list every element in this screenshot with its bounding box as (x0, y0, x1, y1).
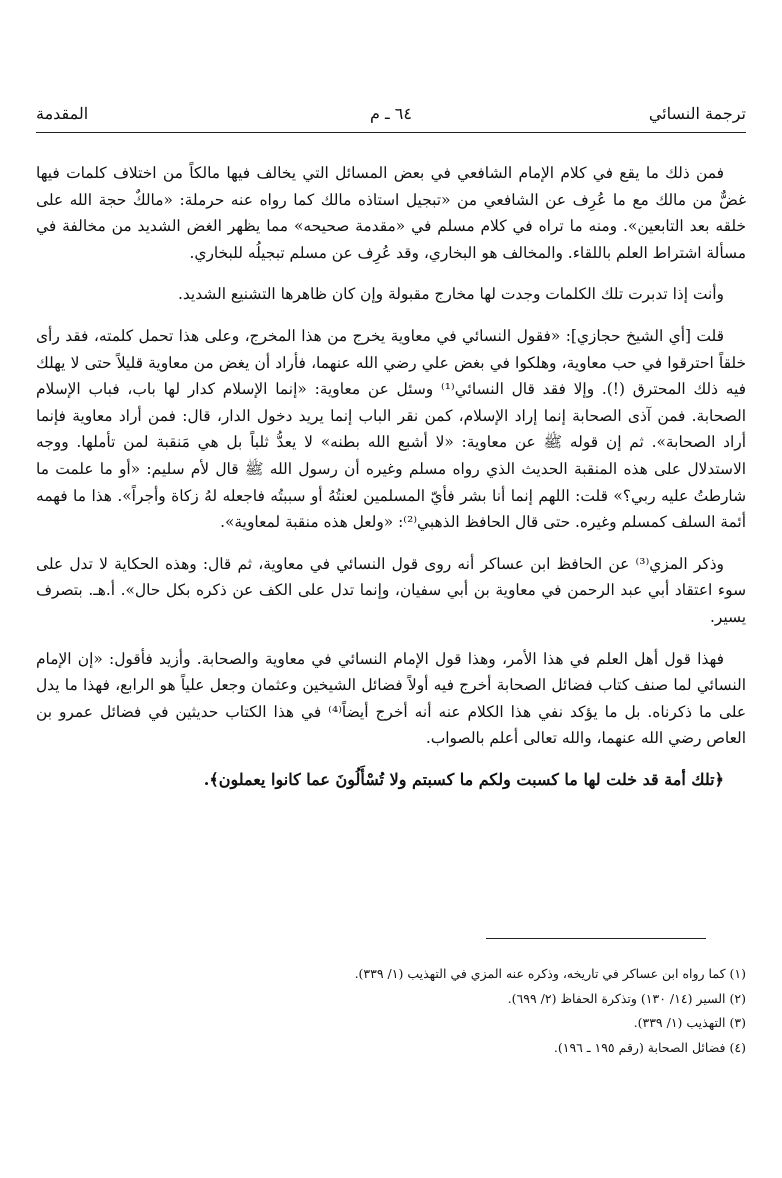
footnote-2: (٢) السير (١٤/ ١٣٠) وتذكرة الحفاظ (٢/ ٦٩٩). (507, 990, 746, 1006)
paragraph-3: قلت [أي الشيخ حجازي]: «فقول النسائي في معاوية يخرج من هذا المخرج، وعلى هذا تحمل كلمته، فقد رأى خلقاً احترقوا في حب معاوية، وهلكوا في بغض علي رضي الله عنهما، فأراد أن يغض من معاوية قليلاً حتى لا يهلك فيه ذلك المحترق (!). وإلا فقد قال النسائي⁽¹⁾ وسئل عن معاوية: «إنما الإسلام كدار لها باب، فباب الإسلام الصحابة. فمن آذى الصحابة إنما إراد الإسلام، كمن نقر الباب إنما يريد دخول الدار، قال: فمن أراد معاوية فإنما أراد الصحابة». ثم إن قوله ﷺ عن معاوية: «لا أشبع الله بطنه» لا يعدُّ ثلباً بل هي مَنقبة لمن تأملها. ووجه الاستدلال على هذه المنقبة الحديث الذي رواه مسلم وغيره أن رسول الله ﷺ قال لأم سليم: «أو ما علمت ما شارطتُ عليه ربي؟» قلت: اللهم إنما أنا بشر فأيّ المسلمين لعنتُهُ أو سببتُه فاجعله لهُ زكاة وأجراً». هذا ما فهمه أئمة السلف كمسلم وغيره. حتى قال الحافظ الذهبي⁽²⁾: «ولعل هذه منقبة لمعاوية». (36, 326, 746, 532)
paragraph-5: فهذا قول أهل العلم في هذا الأمر، وهذا قول الإمام النسائي في معاوية والصحابة. وأزيد فأقول: «إن الإمام النسائي لما صنف كتاب فضائل الصحابة أخرج فيه أولاً فضائل الشيخين وعثمان وجعل علياً هو الرابع، فهذا ما يدل على ما ذكرناه. بل ما يؤكد نفي هذا الكلام عنه أنه أخرج أيضاً⁽⁴⁾ في هذا الكتاب حديثين في فضائل عمرو بن العاص رضي الله عنهما، والله تعالى أعلم بالصواب. (36, 649, 746, 748)
footnote-1: (١) كما رواه ابن عساكر في تاريخه، وذكره عنه المزي في التهذيب (١/ ٣٣٩). (354, 966, 746, 981)
book-title: ترجمة النسائي (648, 104, 746, 123)
footnote-separator (486, 938, 706, 939)
quran-verse: ﴿تلك أمة قد خلت لها ما كسبت ولكم ما كسبتم ولا تُسْأَلُونَ عما كانوا يعملون﴾. (203, 769, 724, 789)
footnote-4: (٤) فضائل الصحابة (رقم ١٩٥ ـ ١٩٦). (553, 1039, 746, 1055)
main-text (36, 160, 746, 808)
footnotes (36, 962, 746, 1060)
section-title: المقدمة (36, 104, 89, 123)
running-header (36, 102, 746, 133)
paragraph-4: وذكر المزي⁽³⁾ عن الحافظ ابن عساكر أنه روى قول النسائي في معاوية، ثم قال: وهذه الحكاية لا تدل على سوء اعتقاد أبي عبد الرحمن في معاوية بن أبي سفيان، وإنما تدل على الكف عن ذكره بكل حال». أ.هـ. بتصرف يسير. (36, 554, 746, 626)
footnote-3: (٣) التهذيب (١/ ٣٣٩). (633, 1015, 746, 1030)
paragraph-1: فمن ذلك ما يقع في كلام الإمام الشافعي في بعض المسائل التي يخالف فيها مالكاً من اختلاف كلمات فيها غضٌّ من مالك مع ما عُرِف عن الشافعي من «تبجيل استاذه مالك كما رواه عنه حرملة: «مالكٌ حجة الله على خلقه بعد التابعين». ومنه ما تراه في كلام مسلم في «مقدمة صحيحه» مما يظهر الغض الشديد من مخالفة في مسألة اشتراط العلم باللقاء. والمخالف هو البخاري، وقد عُرِف عن مسلم تبجيلُه للبخاري. (36, 164, 746, 262)
paragraph-2: وأنت إذا تدبرت تلك الكلمات وجدت لها مخارج مقبولة وإن كان ظاهرها التشنيع الشديد. (177, 285, 724, 304)
page-number: ٦٤ ـ م (370, 104, 412, 123)
